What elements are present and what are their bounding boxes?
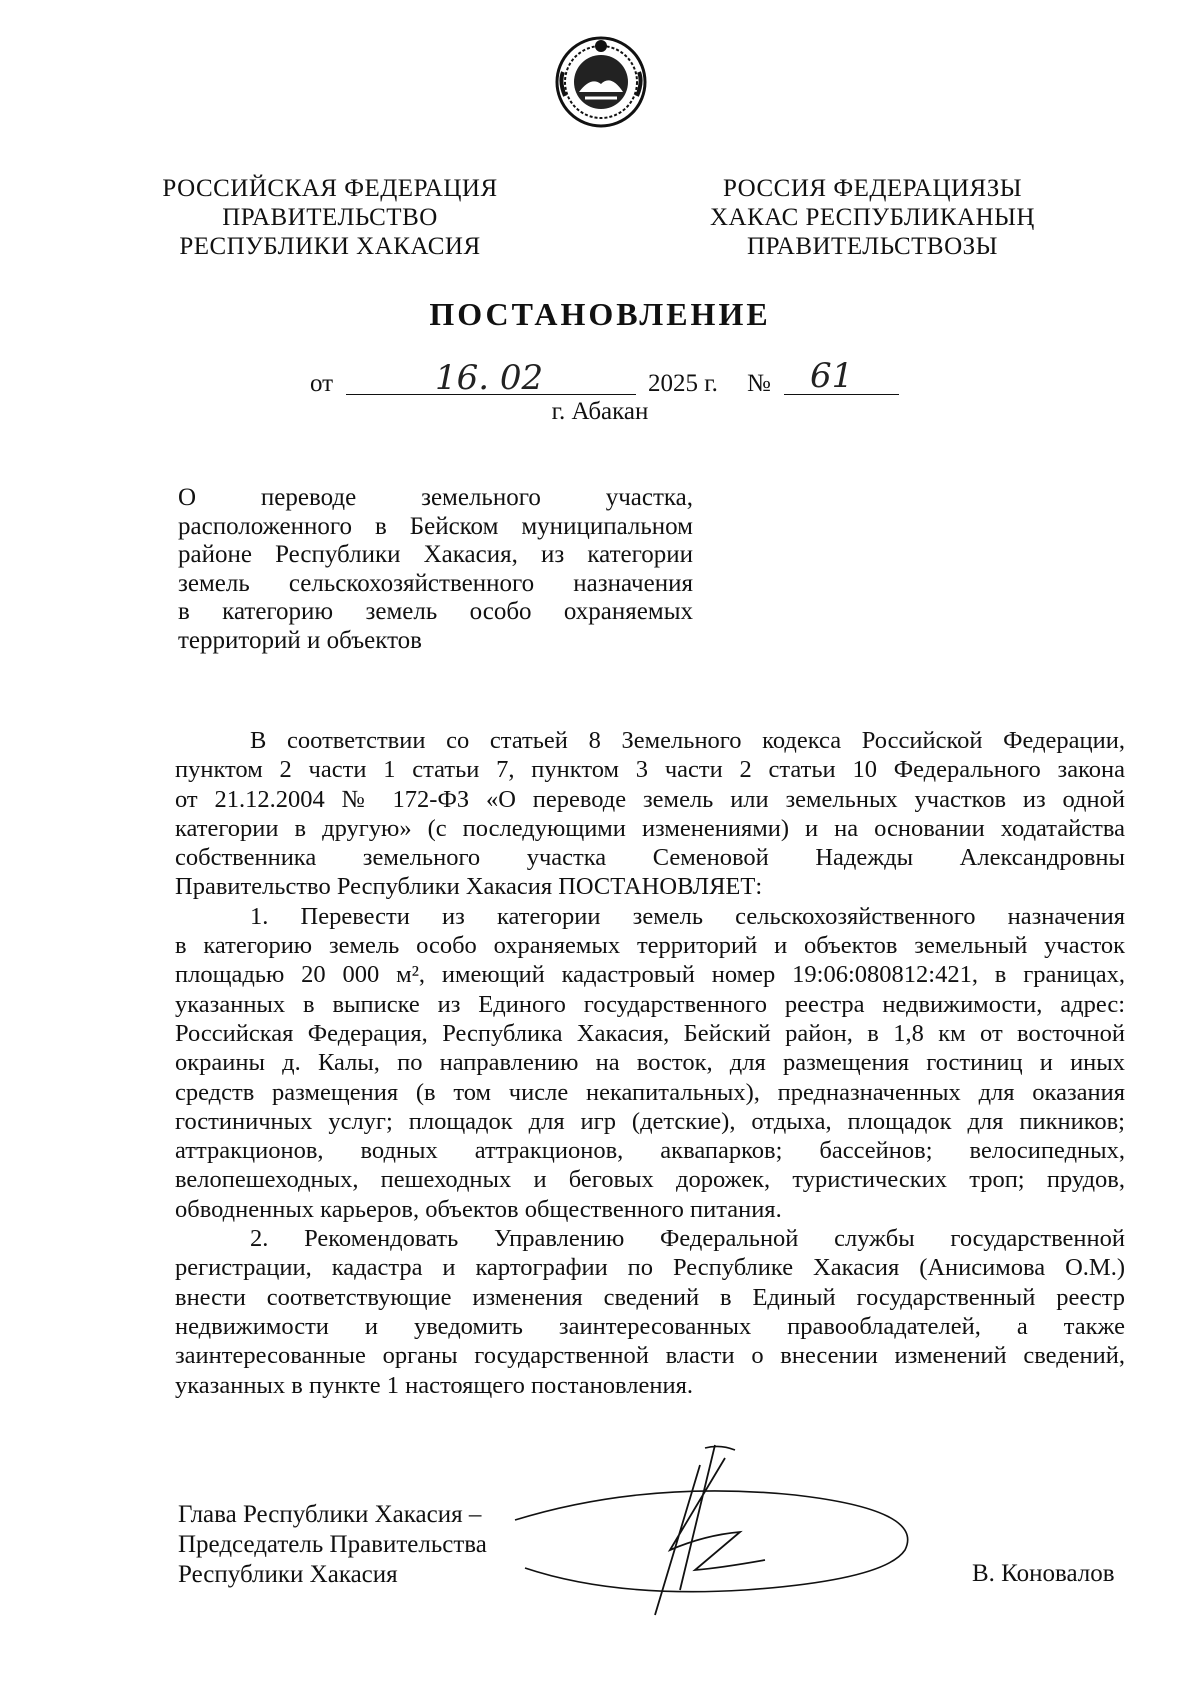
body-line: указанных в выписке из Единого государственного реестра недвижимости, адрес: [175,990,1125,1018]
body-line: собственника земельного участка Семеновой Надежды Александровны [175,844,1125,872]
document-title: ПОСТАНОВЛЕНИЕ [429,296,771,332]
subject-line: земель сельскохозяйственного назначения [178,569,693,597]
header-left-line-2: ПРАВИТЕЛЬСТВО [222,204,438,231]
subject-line: в категорию земель особо охраняемых [178,598,693,625]
subject-line: территорий и объектов [178,626,422,654]
body-line: В соответствии со статьей 8 Земельного кодекса Российской Федерации, [250,727,1125,754]
document-subject [178,484,693,655]
body-line: указанных в пункте 1 настоящего постановления. [175,1371,693,1399]
body-line: пунктом 2 части 1 статьи 7, пунктом 3 части 2 статьи 10 Федерального закона [175,756,1125,784]
body-line: заинтересованные органы государственной власти о внесении изменений сведений, [175,1342,1125,1370]
body-line: Правительство Республики Хакасия ПОСТАНОВЛЯЕТ: [175,873,763,901]
signer-name: В. Коновалов [972,1560,1115,1587]
signer-title-line: Глава Республики Хакасия – [178,1501,482,1528]
date-year: 2025 г. [648,370,718,397]
body-line: регистрации, кадастра и картографии по Республике Хакасия (Анисимова О.М.) [175,1254,1125,1282]
signer-title-line: Республики Хакасия [178,1561,398,1588]
subject-line: О переводе земельного участка, [178,484,693,511]
body-line: площадью 20 000 м², имеющий кадастровый номер 19:06:080812:421, в границах, [175,961,1125,989]
city [0,398,1200,426]
body-line: категории в другую» (с последующими изменениями) и на основании ходатайства [175,814,1125,842]
document-body [175,726,1125,1400]
header-right-line-1: РОССИЯ ФЕДЕРАЦИЯЗЫ [722,175,1023,202]
subject-line: расположенного в Бейском муниципальном [178,512,693,540]
header-left-line-3: РЕСПУБЛИКИ ХАКАСИЯ [179,233,481,260]
number-sign: № [747,370,771,397]
body-line: окраины д. Калы, по направлению на восток, для размещения гостиниц и иных [175,1049,1125,1077]
body-line: 2. Рекомендовать Управлению Федеральной службы государственной [250,1225,1125,1253]
handwritten-date: 16. 02 [435,358,544,398]
body-line: недвижимости и уведомить заинтересованных правообладателей, а также [175,1312,1125,1340]
body-line: от 21.12.2004 № 172-ФЗ «О переводе земель или земельных участков из одной [175,785,1125,813]
body-line: аттракционов, водных аттракционов, аквапарков; бассейнов; велосипедных, [175,1137,1125,1165]
paragraph-item-2 [175,1224,1125,1400]
subject-line: районе Республики Хакасия, из категории [178,541,693,568]
header-right-line-2: ХАКАС РЕСПУБЛИКАНЫҢ [709,204,1035,231]
body-line: средств размещения (в том числе некапитальных), предназначенных для оказания [175,1078,1125,1106]
body-line: внести соответствующие изменения сведений в Единый государственный реестр [175,1283,1125,1311]
city-label: г. Абакан [551,398,649,425]
body-line: велопешеходных, пешеходных и беговых дорожек, туристических троп; прудов, [175,1166,1125,1194]
header-right-line-3: ПРАВИТЕЛЬСТВОЗЫ [747,233,998,260]
body-line: гостиничных услуг; площадок для игр (детские), отдыха, площадок для пикников; [175,1107,1125,1135]
signer-title [178,1500,487,1590]
signer-title-line: Председатель Правительства [178,1531,487,1558]
body-line: Российская Федерация, Республика Хакасия, Бейский район, в 1,8 км от восточной [175,1019,1125,1047]
header-left-line-1: РОССИЙСКАЯ ФЕДЕРАЦИЯ [162,175,498,202]
republic-emblem-icon [553,32,649,132]
body-line: 1. Перевести из категории земель сельскохозяйственного назначения [250,902,1125,930]
body-line: в категорию земель особо охраняемых территорий и объектов земельный участок [175,932,1125,960]
body-line: обводненных карьеров, объектов общественного питания. [175,1195,782,1223]
paragraph-preamble [175,726,1125,902]
date-prefix: от [310,370,334,397]
handwritten-number: 61 [810,356,854,396]
header-right [705,174,1040,261]
paragraph-item-1 [175,902,1125,1224]
handwritten-signature-icon [505,1440,945,1640]
header-left [160,174,500,261]
